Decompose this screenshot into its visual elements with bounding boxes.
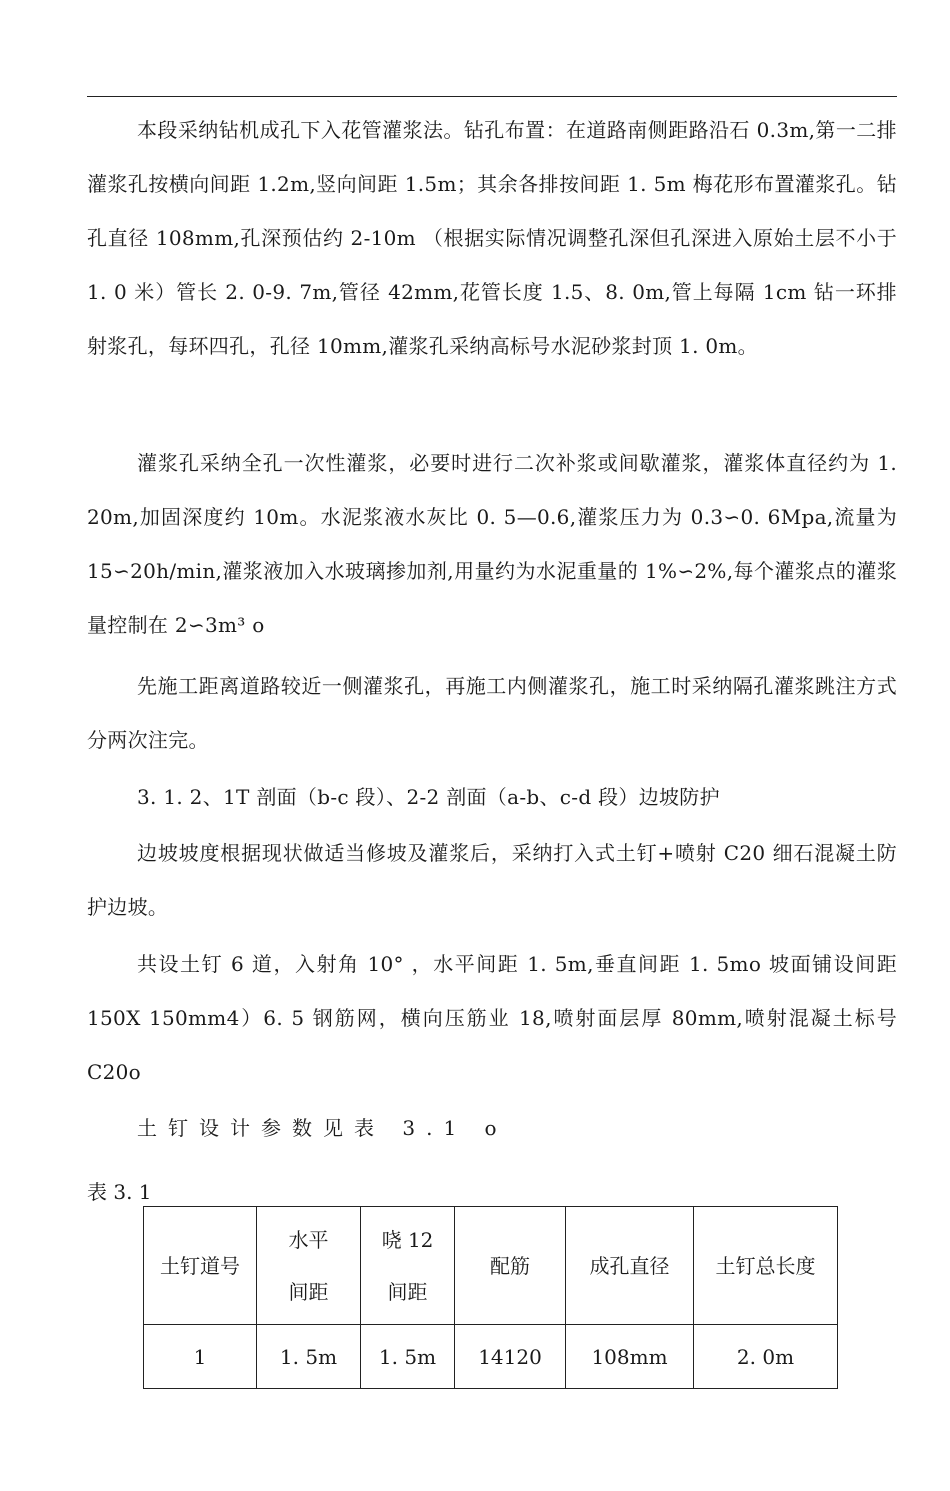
header-rule <box>87 96 897 97</box>
cell-vertical-spacing: 1. 5m <box>361 1325 455 1389</box>
header-vertical-spacing: 哓 12 间距 <box>361 1207 455 1325</box>
cell-nail-number: 1 <box>144 1325 257 1389</box>
soil-nail-parameter-table <box>143 1206 838 1389</box>
paragraph-construction-order: 先施工距离道路较近一侧灌浆孔，再施工内侧灌浆孔，施工时采纳隔孔灌浆跳注方式分两次注完。 <box>87 674 897 752</box>
paragraph-slope-treatment: 边坡坡度根据现状做适当修坡及灌浆后，采纳打入式土钉+喷射 C20 细石混凝土防护边坡。 <box>87 841 897 919</box>
paragraph-table-reference: 土钉设计参数见表 3.1 o <box>137 1116 508 1140</box>
table-header-row <box>144 1207 838 1325</box>
cell-hole-diameter: 108mm <box>566 1325 694 1389</box>
section-heading-slope-protection: 3. 1. 2、1T 剖面（b-c 段）、2-2 剖面（a-b、c-d 段）边坡防护 <box>137 785 720 809</box>
cell-reinforcement: 14120 <box>455 1325 566 1389</box>
table-row <box>144 1325 838 1389</box>
paragraph-soil-nail-layout: 共设土钉 6 道，入射角 10° ，水平间距 1. 5m,垂直间距 1. 5mo 坡面铺设间距 150X 150mm4）6. 5 钢筋网，横向压筋业 18,喷射面层厚 80mm,喷射混凝土标号 C20o <box>87 952 897 1084</box>
paragraph-grouting-method: 灌浆孔采纳全孔一次性灌浆，必要时进行二次补浆或间歇灌浆，灌浆体直径约为 1. 20m,加固深度约 10m。水泥浆液水灰比 0. 5—0.6,灌浆压力为 0.3∽0. 6Mpa,流量为 15∽20h/min,灌浆液加入水玻璃掺加剂,用量约为水泥重量的 1%∽2%,每个灌浆点的灌浆量控制在 2∽3m³ o <box>87 451 897 637</box>
header-horizontal-spacing: 水平 间距 <box>257 1207 361 1325</box>
header-reinforcement: 配筋 <box>455 1207 566 1325</box>
header-nail-number: 土钉道号 <box>144 1207 257 1325</box>
header-total-length: 土钉总长度 <box>694 1207 838 1325</box>
cell-total-length: 2. 0m <box>694 1325 838 1389</box>
paragraph-drilling-layout: 本段采纳钻机成孔下入花管灌浆法。钻孔布置：在道路南侧距路沿石 0.3m,第一二排灌浆孔按横向间距 1.2m,竖向间距 1.5m；其余各排按间距 1. 5m 梅花形布置灌浆孔。钻孔直径 108mm,孔深预估约 2-10m （根据实际情况调整孔深但孔深进入原始土层不小于 1. 0 米）管长 2. 0-9. 7m,管径 42mm,花管长度 1.5、8. 0m,管上每隔 1cm 钻一环排射浆孔，每环四孔，孔径 10mm,灌浆孔采纳高标号水泥砂浆封顶 1. 0m。 <box>87 118 897 358</box>
cell-horizontal-spacing: 1. 5m <box>257 1325 361 1389</box>
header-hole-diameter: 成孔直径 <box>566 1207 694 1325</box>
table-caption: 表 3. 1 <box>87 1180 152 1204</box>
